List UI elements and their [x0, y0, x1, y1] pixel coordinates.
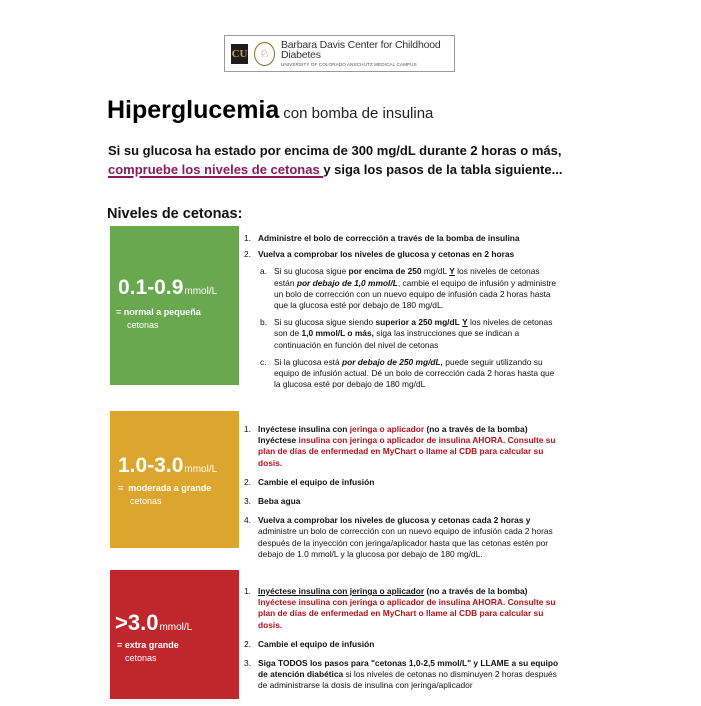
step-text: Inyéctese insulina con jeringa o aplicador [258, 586, 425, 596]
level-label [118, 482, 211, 495]
title-main: Hiperglucemia [107, 96, 280, 124]
list-item: 2. Vuelva a comprobar los niveles de glucosa y cetonas en 2 horas [244, 249, 515, 260]
step-text: puede seguir utilizando su equipo de infusión actual. Dé un bolo de corrección cada 2 horas hasta que la glucosa esté por debajo de 180 mg/dL [274, 356, 555, 390]
level-label-2: cetonas [125, 653, 157, 663]
step-text: Si la glucosa está [274, 356, 342, 367]
logo-text [281, 40, 454, 68]
step-emphasis: jeringa o aplicador [349, 424, 425, 434]
step-text: Vuelva a comprobar los niveles de glucosa y cetonas en 2 horas [258, 249, 515, 260]
step-text: mg/dL [421, 266, 450, 277]
list-item: 2. Cambie el equipo de infusión [244, 638, 375, 649]
step-text: Si su glucosa sigue siendo [274, 317, 376, 328]
range-unit: mmol/L [184, 286, 218, 297]
step-text: los niveles de cetonas son de [274, 317, 553, 339]
step-emphasis: por debajo de 250 mg/dL, [341, 356, 443, 367]
level-range [115, 610, 192, 636]
range-value: 1.0-3.0 [118, 454, 184, 477]
steps-extra-large [244, 586, 566, 697]
step-text: Cambie el equipo de infusión [258, 638, 375, 649]
step-text: Cambie el equipo de infusión [258, 476, 375, 487]
range-value: >3.0 [115, 610, 159, 635]
page-title [107, 96, 433, 125]
intro-line1: Si su glucosa ha estado por encima de 300 mg/dL durante 2 horas o más, [108, 143, 562, 158]
step-text: Siga TODOS los pasos para "cetonas 1,0-2,5 mmol/L" y LLAME a su equipo de atención diabética [258, 658, 559, 680]
step-text: Administre el bolo de corrección a través de la bomba de insulina [258, 233, 520, 243]
step-text: Vuelva a comprobar los niveles de glucosa y cetonas cada 2 horas y [258, 515, 531, 526]
level-range [118, 276, 217, 300]
step-emphasis: por debajo de 1,0 mmol/L [296, 277, 398, 288]
step-text: siga las instrucciones que se indican a continuación en función del nivel de cetonas [274, 328, 520, 350]
list-item: c. Si la glucosa está por debajo de 250 mg/dL, puede seguir utilizando su equipo de infusión actual. Dé un bolo de corrección cada 2 horas hasta que la glucosa esté por debajo de 180 mg/dL [260, 356, 555, 390]
step-text: (no a través de la bomba) [424, 424, 528, 434]
cu-logo-icon: CU [231, 44, 248, 64]
list-item: 1. Inyéctese insulina con jeringa o aplicador (no a través de la bomba) Inyéctese insulina con jeringa o aplicador de insulina AHORA. Consulte su plan de días de enfermedad en MyChart o llame al CDB para calcular su dosis. [244, 424, 556, 468]
logo-subtitle: UNIVERSITY OF COLORADO ANSCHUTZ MEDICAL CAMPUS [280, 61, 417, 67]
step-emphasis: Inyéctese insulina con jeringa o aplicador de insulina AHORA. Consulte su plan de días de enfermedad en MyChart o llame al CDB para calcular su dosis. [258, 597, 556, 630]
intro-text [108, 141, 562, 179]
step-text: Inyéctese insulina con [258, 424, 350, 434]
range-unit: mmol/L [159, 622, 193, 633]
level-label [117, 639, 179, 652]
list-item: 1. Administre el bolo de corrección a través de la bomba de insulina [244, 233, 520, 243]
steps-moderate [244, 424, 566, 565]
range-value: 0.1-0.9 [118, 276, 184, 299]
range-unit: mmol/L [184, 464, 218, 475]
step-emphasis: 1,0 mmol/L o más, [301, 328, 374, 339]
list-item: 3. Beba agua [244, 496, 301, 507]
equals-sign: = [117, 640, 123, 650]
section-heading: Niveles de cetonas: [107, 206, 243, 222]
title-sub: con bomba de insulina [283, 105, 434, 122]
step-emphasis: insulina con jeringa o aplicador de insulina AHORA. Consulte su plan de días de enfermedad en MyChart o llame al CDB para calcular su dosis. [258, 435, 556, 468]
intro-line2-rest: y siga los pasos de la tabla siguiente... [323, 162, 563, 177]
list-item: 4. Vuelva a comprobar los niveles de glucosa y cetonas cada 2 horas y administre un bolo de corrección con un nuevo equipo de infusión cada 2 horas después de la inyección con jeringa/aplicador hasta que las cetonas estén por debajo de 1.0 mmol/L y la glucosa por debajo de 180 mg/dL. [244, 515, 553, 559]
level-box-extra-large [110, 570, 239, 699]
logo-title: Barbara Davis Center for Childhood Diabetes [280, 38, 441, 62]
list-item: 2. Cambie el equipo de infusión [244, 476, 375, 487]
list-item: 1. Inyéctese insulina con jeringa o aplicador (no a través de la bomba) Inyéctese insulina con jeringa o aplicador de insulina AHORA. Consulte su plan de días de enfermedad en MyChart o llame al CDB para calcular su dosis. [244, 586, 556, 630]
level-label-text: normal a pequeña [123, 307, 201, 317]
level-label-text: moderada a grande [128, 483, 212, 493]
step-text: si los niveles de cetonas no disminuyen 2 horas después de administrarse la dosis de insulina con jeringa/aplicador [258, 669, 557, 691]
intro-line2 [108, 160, 562, 179]
equals-sign: = [116, 307, 122, 317]
level-range [118, 454, 217, 478]
header-logo [224, 35, 455, 72]
anschutz-seal-icon: ♘ [254, 42, 275, 66]
step-emphasis: Y [449, 266, 455, 277]
level-box-low [110, 226, 239, 385]
list-item: 3. Siga TODOS los pasos para "cetonas 1,0-2,5 mmol/L" y LLAME a su equipo de atención diabética si los niveles de cetonas no disminuyen 2 horas después de administrarse la dosis de insulina con jeringa/aplicador [244, 658, 559, 691]
step-emphasis: por encima de 250 [348, 266, 422, 277]
level-box-moderate [110, 411, 239, 548]
step-text: (no a través de la bomba) [424, 586, 528, 596]
step-text: los niveles de cetonas están [274, 266, 540, 288]
level-label-2: cetonas [127, 320, 159, 330]
list-item: b. Si su glucosa sigue siendo superior a 250 mg/dL Y los niveles de cetonas son de 1,0 mmol/L o más, siga las instrucciones que se indican a continuación en función del nivel de cetonas [260, 317, 553, 350]
ketone-check-link[interactable]: compruebe los niveles de cetonas [108, 162, 324, 177]
level-label [116, 306, 201, 319]
step-emphasis: Y [462, 317, 468, 328]
level-label-2: cetonas [130, 496, 162, 506]
step-text: administre un bolo de corrección con un nuevo equipo de infusión cada 2 horas después de la inyección con jeringa/aplicador hasta que las cetonas estén por debajo de 1.0 mmol/L y la glucosa por debajo de 180 mg/dL. [258, 526, 553, 559]
step-text: Inyéctese [258, 435, 299, 446]
step-text: Si su glucosa sigue [274, 266, 349, 277]
step-text: , cambie el equipo de infusión y administre un bolo de corrección con un nuevo equipo de infusión cada 2 horas hasta que la glucosa esté por debajo de 180 mg/dL. [274, 277, 557, 311]
steps-low [244, 233, 560, 396]
list-item: a. Si su glucosa sigue por encima de 250 mg/dL Y los niveles de cetonas están por debajo de 1,0 mmol/L, cambie el equipo de infusión y administre un bolo de corrección con un nuevo equipo de infusión cada 2 horas hasta que la glucosa esté por debajo de 180 mg/dL. [260, 266, 557, 311]
step-emphasis: superior a 250 mg/dL [375, 317, 460, 328]
equals-sign: = [118, 483, 124, 493]
step-text: Beba agua [258, 496, 301, 507]
level-label-text: extra grande [124, 640, 179, 650]
